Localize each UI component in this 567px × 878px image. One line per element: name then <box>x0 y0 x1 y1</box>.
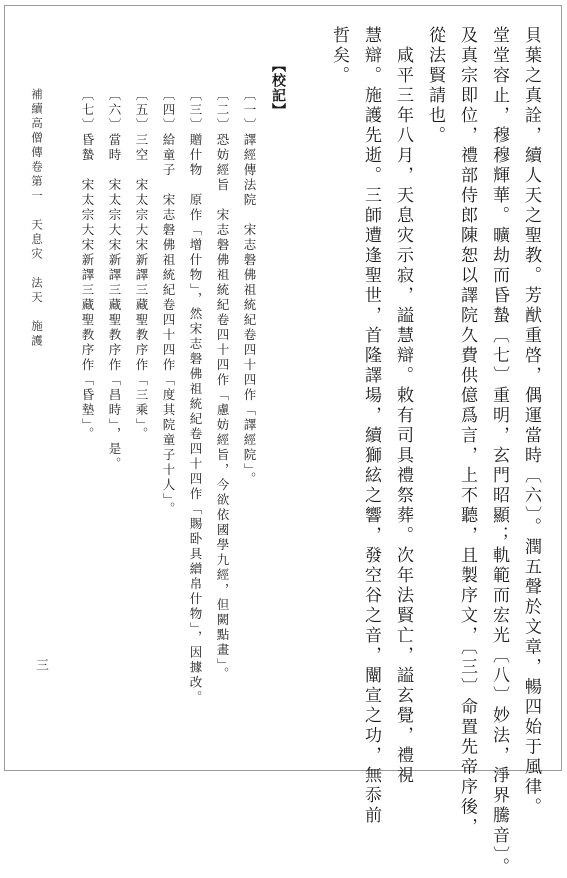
note-2: 〔二〕恐妨經旨 宋志磐佛祖統紀卷四十四作「慮妨經旨，今欲依國學九經，但闕點畫」。 <box>215 88 230 682</box>
note-1: 〔一〕譯經傳法院 宋志磐佛祖統紀卷四十四作「譯經院」。 <box>242 88 257 487</box>
book-page <box>4 5 562 878</box>
note-6: 〔六〕當時 宋太宗大宋新譯三藏聖教序作「昌時」，是。 <box>107 88 122 472</box>
main-text-column-5: 咸平三年八月，天息灾示寂，謚慧辯。敕有司具禮祭葬。次年法賢亡，謚玄覺，禮視 <box>393 46 413 786</box>
notes-heading: 【校記】 <box>270 58 286 118</box>
main-text-column-7: 哲矣。 <box>329 26 349 86</box>
main-text-column-6: 慧辯。施護先逝。三師遭逢聖世，首隆譯場，續獅絃之響，發空谷之音，闡宣之功，無忝前 <box>361 26 381 826</box>
page-number: 三 <box>33 658 48 671</box>
note-4: 〔四〕給童子 宋志磐佛祖統紀卷四十四作「度其院童子十人」。 <box>161 88 176 517</box>
main-text-column-2: 堂堂容止，穆穆輝華。曠劫而昏蟄〔七〕重明，玄門昭顯；軌範而宏光〔八〕妙法，淨界騰音〕。 <box>489 26 509 878</box>
note-3: 〔三〕贈什物 原作「增什物」，然宋志磐佛祖統紀卷四十四作「賜卧具繒帛什物」，因據改。 <box>188 88 203 706</box>
main-text-column-1: 貝葉之真詮，續人天之聖教。芳猷重啓，偶運當時〔六〕。潤五聲於文章，暢四始于風律。 <box>521 26 541 818</box>
main-text-column-3: 及真宗即位，禮部侍郎陳恕以譯院久費供億爲言，上不聽，且製序文，〔三〕命置先帝序後， <box>457 26 477 838</box>
main-text-column-4: 從法賢請也。 <box>425 26 445 146</box>
note-7: 〔七〕昏蟄 宋太宗大宋新譯三藏聖教序作「昏墊」。 <box>80 88 95 442</box>
running-title: 補續高僧傳卷第一 天息灾 法天 施護 <box>30 88 44 349</box>
note-5: 〔五〕三空 宋太宗大宋新譯三藏聖教序作「三乘」。 <box>134 88 149 442</box>
